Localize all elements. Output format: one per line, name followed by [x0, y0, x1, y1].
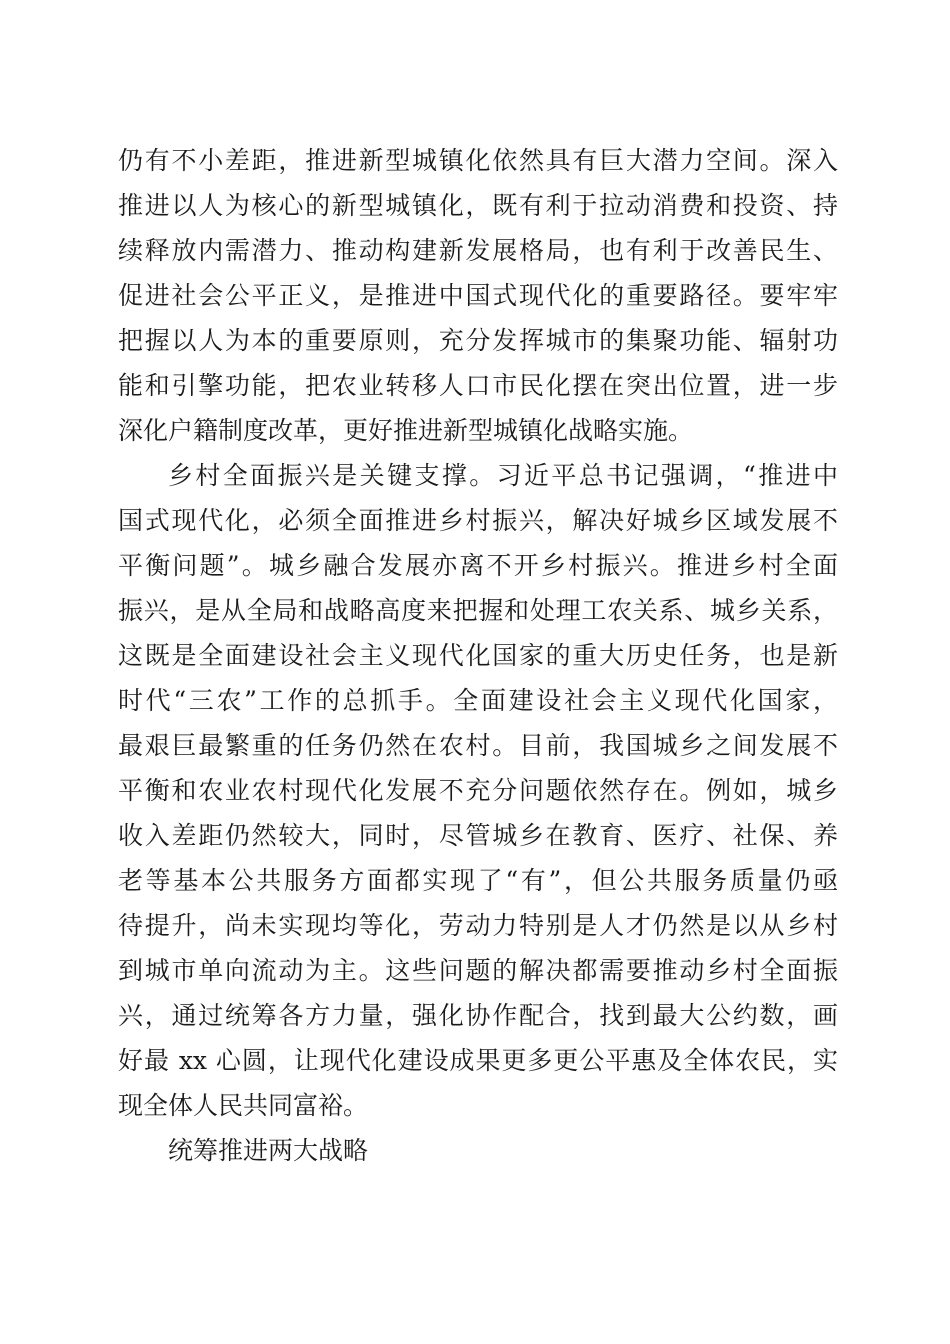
- paragraph-line: 收入差距仍然较大，同时，尽管城乡在教育、医疗、社保、养: [118, 821, 838, 850]
- paragraph-line: 乡村全面振兴是关键支撑。习近平总书记强调，“推进中: [168, 461, 838, 490]
- paragraph-line: 续释放内需潜力、推动构建新发展格局，也有利于改善民生、: [118, 236, 838, 265]
- paragraph-line: 到城市单向流动为主。这些问题的解决都需要推动乡村全面振: [118, 956, 838, 985]
- paragraph-line: 最艰巨最繁重的任务仍然在农村。目前，我国城乡之间发展不: [118, 731, 838, 760]
- paragraph-line: 国式现代化，必须全面推进乡村振兴，解决好城乡区域发展不: [118, 506, 838, 535]
- paragraph-line: 待提升，尚未实现均等化，劳动力特别是人才仍然是以从乡村: [118, 911, 838, 940]
- paragraph-line: 仍有不小差距，推进新型城镇化依然具有巨大潜力空间。深入: [118, 146, 838, 175]
- paragraph-line: 现全体人民共同富裕。: [118, 1091, 369, 1120]
- paragraph-1: [118, 138, 838, 453]
- paragraph-line: 这既是全面建设社会主义现代化国家的重大历史任务，也是新: [118, 641, 838, 670]
- paragraph-line: 老等基本公共服务方面都实现了“有”，但公共服务质量仍亟: [118, 866, 838, 895]
- document-body: [118, 138, 838, 1173]
- paragraph-line: 好最 xx 心圆，让现代化建设成果更多更公平惠及全体农民，实: [118, 1046, 838, 1075]
- paragraph-line: 平衡问题”。城乡融合发展亦离不开乡村振兴。推进乡村全面: [118, 551, 838, 580]
- paragraph-line: 振兴，是从全局和战略高度来把握和处理工农关系、城乡关系，: [118, 596, 838, 625]
- paragraph-line: 时代“三农”工作的总抓手。全面建设社会主义现代化国家，: [118, 686, 838, 715]
- section-heading: [118, 1128, 838, 1173]
- paragraph-line: 深化户籍制度改革，更好推进新型城镇化战略实施。: [118, 416, 694, 445]
- paragraph-line: 推进以人为核心的新型城镇化，既有利于拉动消费和投资、持: [118, 191, 838, 220]
- heading-line: 统筹推进两大战略: [168, 1136, 369, 1165]
- paragraph-line: 平衡和农业农村现代化发展不充分问题依然存在。例如，城乡: [118, 776, 838, 805]
- paragraph-line: 兴，通过统筹各方力量，强化协作配合，找到最大公约数，画: [118, 1001, 838, 1030]
- paragraph-line: 促进社会公平正义，是推进中国式现代化的重要路径。要牢牢: [118, 281, 838, 310]
- paragraph-line: 能和引擎功能，把农业转移人口市民化摆在突出位置，进一步: [118, 371, 838, 400]
- paragraph-2: [118, 453, 838, 1128]
- paragraph-line: 把握以人为本的重要原则，充分发挥城市的集聚功能、辐射功: [118, 326, 838, 355]
